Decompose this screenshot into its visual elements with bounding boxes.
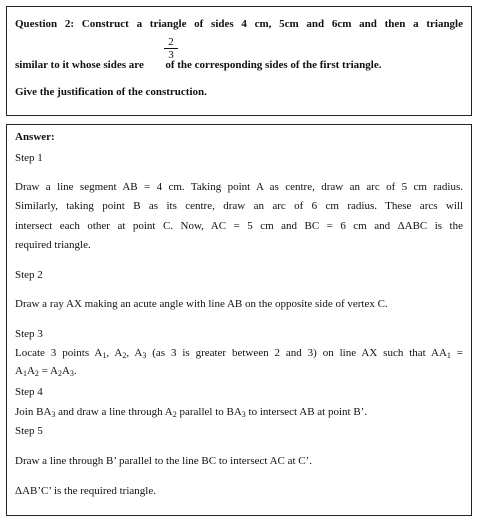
question-line-2-pre: similar to it whose sides are xyxy=(15,59,144,71)
fraction-two-thirds xyxy=(164,36,178,61)
question-line-1: Question 2: Construct a triangle of sides 4 cm, 5cm and 6cm and then a triangle xyxy=(15,18,463,30)
step-2-text: Draw a ray AX making an acute angle with line AB on the opposite side of vertex C. xyxy=(15,298,388,310)
step-2-label: Step 2 xyxy=(15,269,43,281)
step-1-text-line-2: Similarly, taking point B as its centre, draw an arc of 6 cm radius. These arcs will xyxy=(15,200,463,212)
fraction-numerator: 2 xyxy=(164,36,178,49)
question-line-2-post: of the corresponding sides of the first triangle. xyxy=(165,59,382,71)
question-line-3: Give the justification of the construction. xyxy=(15,86,207,98)
step-4-text: Join $BA_3$ and draw a line through $A_2$ parallel to $BA_3$ to intersect AB at point B’. xyxy=(15,406,368,419)
step-1-label: Step 1 xyxy=(15,152,43,164)
step-4-label: Step 4 xyxy=(15,386,43,398)
answer-box xyxy=(6,124,472,516)
step-5-text: Draw a line through B’ parallel to the line BC to intersect AC at C’. xyxy=(15,455,313,467)
answer-heading: Answer: xyxy=(15,131,55,143)
conclusion-text: ΔAB’C’ is the required triangle. xyxy=(15,485,156,497)
step-3-label: Step 3 xyxy=(15,328,43,340)
step-3-text-line-2: $A_1A_2 = A_2A_3$. xyxy=(15,365,77,378)
fraction-denominator: 3 xyxy=(168,49,174,61)
question-box xyxy=(6,6,472,116)
step-5-label: Step 5 xyxy=(15,425,43,437)
step-1-text-line-4: required triangle. xyxy=(15,239,91,251)
question-line-2 xyxy=(15,58,463,72)
step-1-text-line-1: Draw a line segment AB = 4 cm. Taking point A as centre, draw an arc of 5 cm radius. xyxy=(15,181,463,193)
step-1-text-line-3: intersect each other at point C. Now, AC = 5 cm and BC = 6 cm and ΔABC is the xyxy=(15,220,463,232)
step-3-text-line-1: Locate 3 points $A_1$, $A_2$, $A_3$ (as 3 is greater between 2 and 3) on line AX such that $AA_1$ = xyxy=(15,347,463,360)
